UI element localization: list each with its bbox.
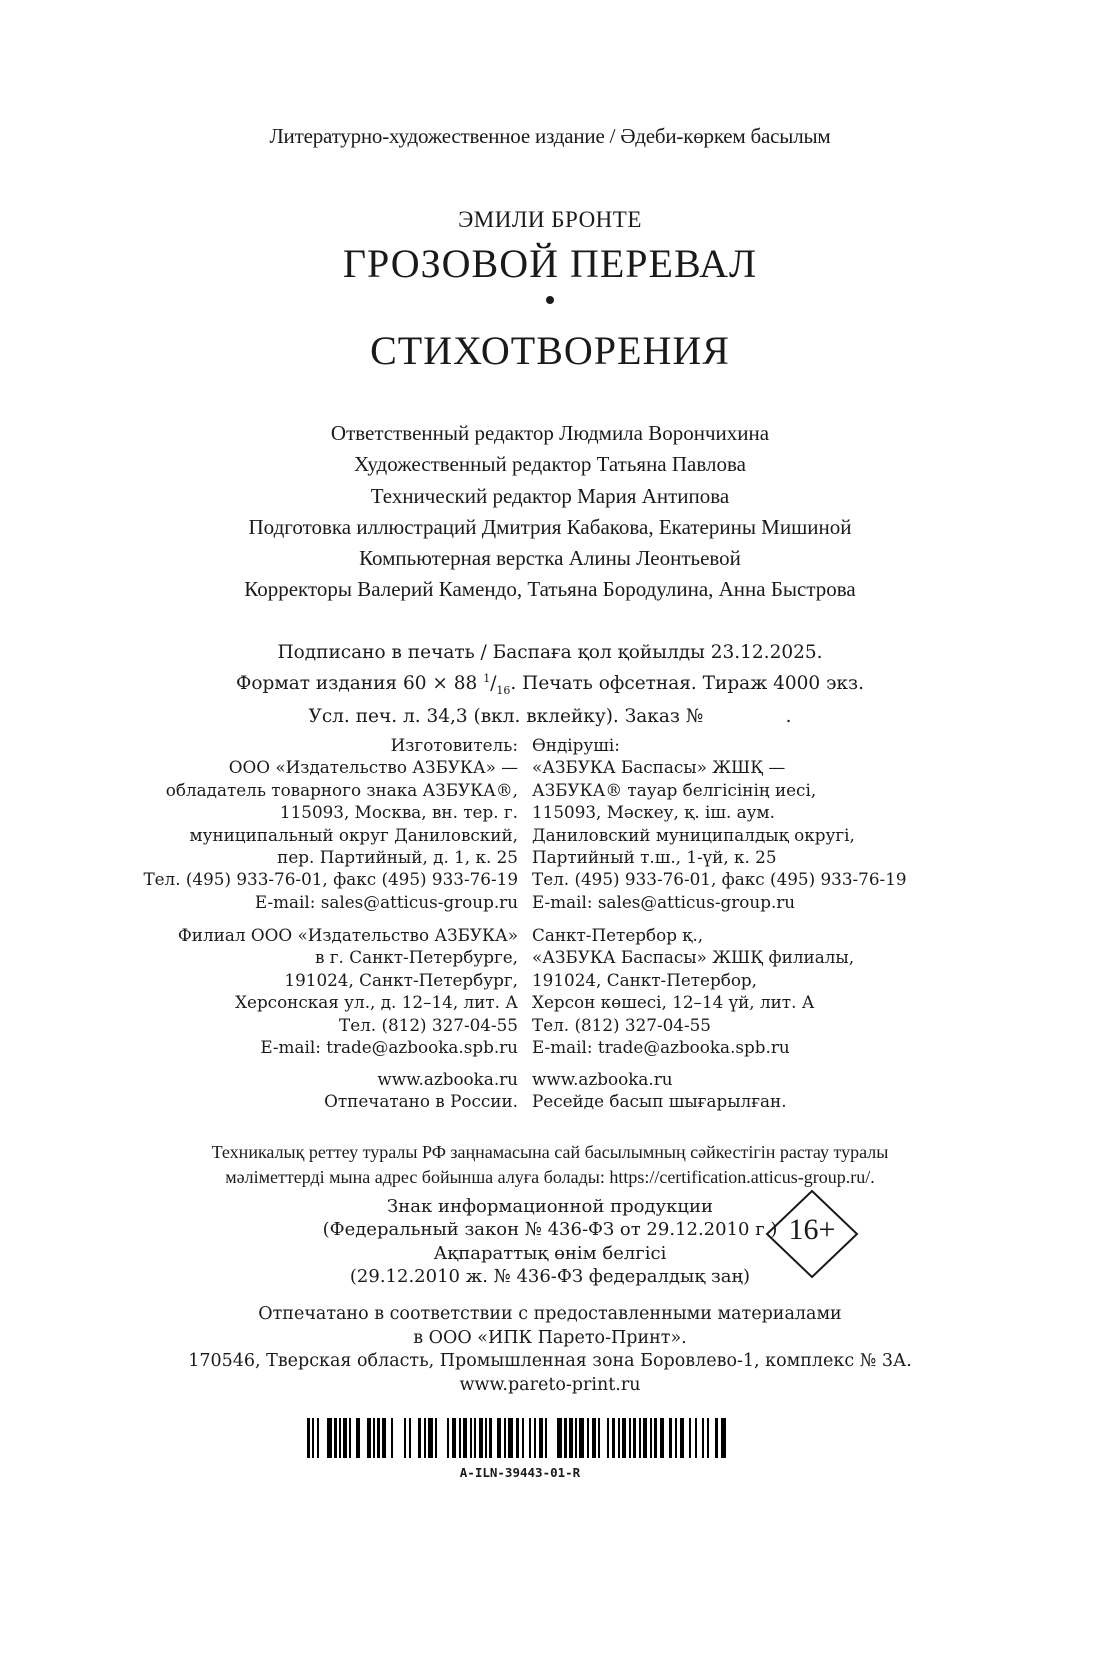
credit-line: Корректоры Валерий Камендо, Татьяна Бородулина, Анна Быстрова (244, 577, 856, 602)
credit-line: Подготовка иллюстраций Дмитрия Кабакова, Екатерины Мишиной (248, 514, 852, 539)
credit-line: Компьютерная верстка Алины Леонтьевой (359, 546, 741, 571)
web-ru (324, 1068, 518, 1113)
manufacturer-line: муниципальный округ Даниловский, (189, 824, 518, 845)
branch-line: в г. Санкт-Петербурге, (314, 947, 518, 968)
manufacturer-line: 115093, Мәскеу, қ. іш. аум. (532, 802, 775, 823)
branch-line: Херсон көшесі, 12–14 үй, лит. А (532, 992, 815, 1013)
manufacturer-line: E-mail: sales@atticus-group.ru (532, 891, 796, 912)
website-link: www.azbooka.ru (377, 1069, 518, 1089)
branch-line: 191024, Санкт-Петербор, (532, 969, 758, 990)
credit-line: Художественный редактор Татьяна Павлова (354, 452, 746, 477)
credit-line: Ответственный редактор Людмила Ворончихина (330, 421, 770, 445)
book-title-secondary: СТИХОТВОРЕНИЯ (370, 328, 730, 373)
format-numerator: 1 (483, 672, 491, 685)
printer-info (0, 1303, 1100, 1397)
author-name: ЭМИЛИ БРОНТЕ (458, 207, 642, 232)
branch-line: Тел. (812) 327-04-55 (339, 1014, 518, 1035)
manufacturer-kz (532, 734, 907, 913)
printer-line: 170546, Тверская область, Промышленная зона Боровлево-1, комплекс № 3А. (188, 1351, 912, 1371)
printer-line: www.pareto-print.ru (459, 1374, 641, 1395)
info-product-sign (300, 1195, 800, 1288)
branch-line: Тел. (812) 327-04-55 (532, 1014, 711, 1035)
signed-date: Подписано в печать / Баспаға қол қойылды 23.12.2025. (277, 642, 823, 663)
website-link: www.azbooka.ru (532, 1069, 673, 1089)
print-info (0, 640, 1100, 730)
format-denominator: 16 (496, 683, 511, 697)
manufacturer-line: Партийный т.ш., 1-үй, к. 25 (532, 847, 777, 868)
manufacturer-line: АЗБУКА® тауар белгісінің иесі, (532, 779, 817, 800)
credit-line: Технический редактор Мария Антипова (370, 483, 730, 508)
certification-note (0, 1140, 1100, 1189)
info-sign-line: (Федеральный закон № 436-ФЗ от 29.12.2010 г.) (322, 1219, 778, 1241)
book-title-primary: ГРОЗОВОЙ ПЕРЕВАЛ (342, 241, 758, 286)
manufacturer-line: Тел. (495) 933-76-01, факс (495) 933-76-19 (143, 869, 518, 890)
manufacturer-line: обладатель товарного знака АЗБУКА®, (165, 779, 518, 800)
info-sign-line: Знак информационной продукции (387, 1196, 713, 1217)
sheets-line: Усл. печ. л. 34,3 (вкл. вклейку). Заказ № . (308, 705, 792, 727)
branch-line: 191024, Санкт-Петербург, (284, 969, 518, 990)
manufacturer-line: «АЗБУКА Баспасы» ЖШҚ — (532, 757, 786, 778)
manufacturer-line: E-mail: sales@atticus-group.ru (254, 891, 518, 912)
edition-type: Литературно-художественное издание / Әдеби-көркем басылым (269, 124, 831, 148)
manufacturer-ru (143, 734, 518, 913)
branch-line: Санкт-Петербор қ., (532, 925, 704, 945)
barcode-icon (307, 1418, 727, 1458)
printer-line: в ООО «ИПК Парето-Принт». (413, 1327, 687, 1348)
format-suffix: . Печать офсетная. Тираж 4000 экз. (510, 673, 864, 695)
manufacturer-line: Тел. (495) 933-76-01, факс (495) 933-76-19 (532, 869, 907, 890)
certification-line: мәліметтерді мына адрес бойынша алуға болады: https://certification.atticus-group.ru/. (225, 1166, 875, 1187)
branch-line: «АЗБУКА Баспасы» ЖШҚ филиалы, (532, 947, 855, 968)
printer-line: Отпечатано в соответствии с предоставленными материалами (258, 1304, 842, 1324)
branch-line: E-mail: trade@azbooka.spb.ru (532, 1037, 790, 1058)
format-line: Формат издания 60 × 88 $^1/_{16}$. Печать офсетная. Тираж 4000 экз. (236, 672, 864, 697)
web-kz (532, 1068, 787, 1113)
branch-line: Херсонская ул., д. 12–14, лит. А (235, 992, 518, 1013)
title-separator-bullet (546, 296, 554, 304)
format-prefix: Формат издания 60 × 88 (236, 673, 484, 695)
branch-line: E-mail: trade@azbooka.spb.ru (260, 1037, 518, 1058)
info-sign-line: Ақпараттық өнім белгісі (433, 1242, 667, 1264)
manufacturer-line: ООО «Издательство АЗБУКА» — (228, 757, 518, 778)
printed-in: Отпечатано в России. (324, 1091, 518, 1112)
barcode-label: A-ILN-39443-01-R (459, 1465, 581, 1480)
printed-in: Ресейде басып шығарылған. (532, 1091, 787, 1112)
credits-list (0, 418, 1100, 606)
manufacturer-line: Изготовитель: (390, 735, 518, 755)
certification-line: Техникалық реттеу туралы РФ заңнамасына сай басылымның сәйкестігін растау туралы (211, 1142, 889, 1162)
age-rating: 16+ (788, 1213, 836, 1246)
branch-kz (532, 924, 854, 1058)
branch-line: Филиал ООО «Издательство АЗБУКА» (177, 925, 518, 945)
manufacturer-line: пер. Партийный, д. 1, к. 25 (277, 847, 518, 868)
branch-ru (178, 924, 518, 1058)
info-sign-line: (29.12.2010 ж. № 436-ФЗ федералдық заң) (349, 1265, 751, 1287)
manufacturer-line: Өндіруші: (532, 735, 620, 755)
manufacturer-line: 115093, Москва, вн. тер. г. (279, 802, 518, 823)
manufacturer-line: Даниловский муниципалдық округі, (532, 824, 855, 845)
